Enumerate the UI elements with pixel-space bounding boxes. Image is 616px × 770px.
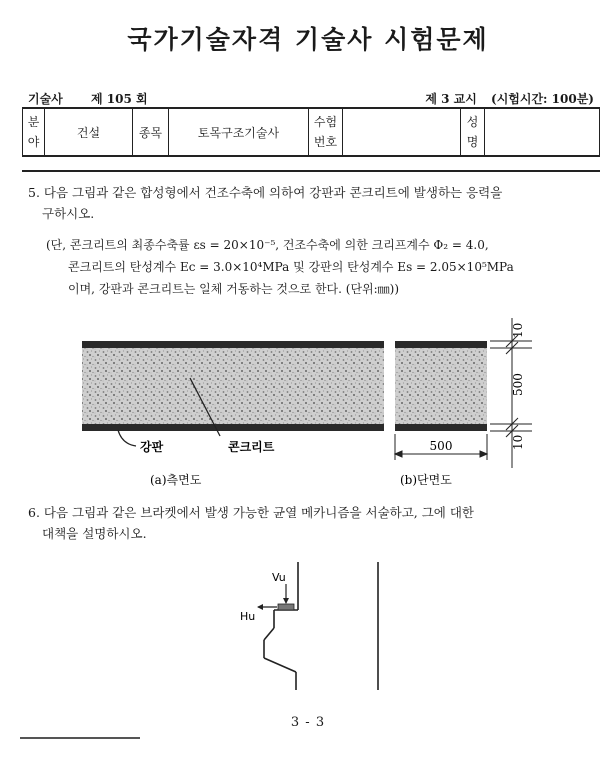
- dim-top-text: 10: [511, 322, 525, 338]
- name-label-bottom: 명: [466, 135, 479, 149]
- question-5-line1: 5. 다음 그림과 같은 합성형에서 건조수축에 의하여 강판과 콘크리트에 발생하는 응력을: [28, 185, 503, 200]
- condition-line2: 콘크리트의 탄성계수 Ec = 3.0×10⁴MPa 및 강판의 탄성계수 Es = 2.05×10⁵MPa: [68, 260, 514, 274]
- condition-line3: 이며, 강판과 콘크리트는 일체 거동하는 것으로 한다. (단위:㎜)): [68, 282, 400, 296]
- side-bottom-steel-plate: [82, 424, 384, 431]
- caption-section-view: (b)단면도: [400, 473, 452, 487]
- footer-mark: [20, 737, 140, 739]
- figure-5-composite-section: [70, 318, 560, 493]
- side-top-steel-plate: [82, 341, 384, 348]
- name-label: [461, 108, 485, 156]
- condition-line1: (단, 콘크리트의 최종수축률 εs = 20×10⁻⁵, 건조수축에 의한 크리프계수 Φ₂ = 4.0,: [46, 238, 489, 252]
- header-round: 제 105 회: [90, 92, 148, 106]
- header-session: 제 3 교시: [425, 92, 477, 106]
- exam-no-label-bottom: 번호: [313, 135, 338, 149]
- question-5-conditions: [46, 234, 606, 300]
- exam-info-table: [22, 107, 600, 157]
- figure-6-bracket: [228, 560, 388, 700]
- vu-arrow-head: [283, 598, 289, 604]
- type-value: 토목구조기술사: [169, 108, 309, 156]
- caption-side-view: (a)측면도: [150, 473, 202, 487]
- dim-mid-text: 500: [511, 373, 525, 396]
- page-number: 3 - 3: [290, 715, 326, 730]
- field-label-top: 분: [27, 115, 40, 129]
- label-concrete: 콘크리트: [228, 440, 275, 454]
- question-5: [28, 182, 600, 224]
- hu-arrow-head: [257, 604, 263, 610]
- label-hu: Hu: [240, 610, 256, 623]
- label-vu: Vu: [272, 571, 286, 584]
- field-value: 건설: [45, 108, 133, 156]
- name-label-top: 성: [466, 115, 479, 129]
- question-6-line1: 6. 다음 그림과 같은 브라켓에서 발생 가능한 균열 메카니즘을 서술하고, 그에 대한: [28, 505, 475, 520]
- bearing-plate: [278, 604, 294, 610]
- header-time: (시험시간: 100분): [491, 92, 594, 106]
- question-6-line2: 대책을 설명하시오.: [42, 526, 147, 541]
- section-bottom-steel-plate: [395, 424, 487, 431]
- exam-no-label: [309, 108, 343, 156]
- header-left: [28, 90, 148, 107]
- header-divider: [22, 170, 600, 172]
- question-6: [28, 502, 600, 544]
- field-label: [23, 108, 45, 156]
- exam-title: 국가기술자격 기술사 시험문제: [127, 25, 489, 54]
- header-right: [425, 90, 594, 107]
- header-category: 기술사: [28, 92, 63, 106]
- section-concrete: [395, 348, 487, 424]
- side-concrete: [82, 348, 384, 424]
- field-label-bottom: 야: [27, 135, 40, 149]
- type-label: 종목: [133, 108, 169, 156]
- dim-width-text: 500: [429, 439, 453, 453]
- exam-no-label-top: 수험: [313, 115, 338, 129]
- section-top-steel-plate: [395, 341, 487, 348]
- name-field[interactable]: [485, 108, 600, 156]
- exam-no-field[interactable]: [343, 108, 461, 156]
- label-steel-plate: 강판: [140, 440, 164, 454]
- steel-leader-line: [118, 430, 136, 446]
- dim-bottom-text: 10: [511, 434, 525, 450]
- question-5-line2: 구하시오.: [42, 206, 95, 221]
